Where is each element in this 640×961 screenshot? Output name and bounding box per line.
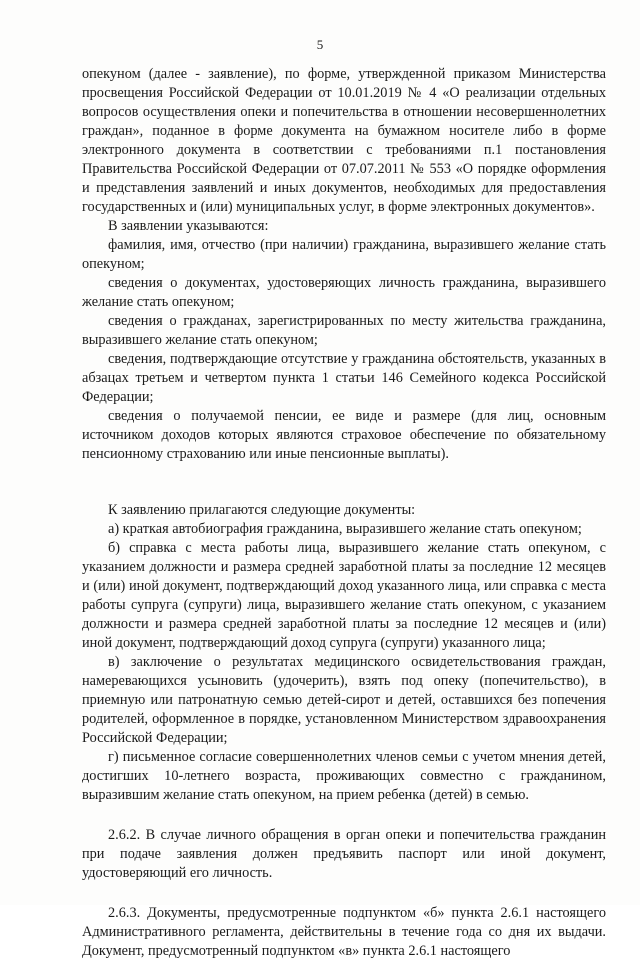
paragraph-statement-heading: В заявлении указываются: (108, 218, 269, 234)
paragraph-identity-documents: сведения о документах, удостоверяющих личность гражданина, выразившего желание стать опекуном; (82, 275, 606, 310)
paragraph-registered-citizens: сведения о гражданах, зарегистрированных по месту жительства гражданина, выразившего желание стать опекуном; (82, 313, 606, 348)
paragraph-2-6-2: 2.6.2. В случае личного обращения в орган опеки и попечительства гражданин при подаче заявления должен предъявить паспорт или иной документ, удостоверяющий его личность. (82, 827, 606, 881)
paragraph-full-name: фамилия, имя, отчество (при наличии) гражданина, выразившего желание стать опекуном; (82, 237, 606, 272)
document-body (82, 65, 606, 961)
paragraph-absence-circumstances: сведения, подтверждающие отсутствие у гражданина обстоятельств, указанных в абзацах третьем и четвертом пункта 1 статьи 146 Семейного кодекса Российской Федерации; (82, 351, 606, 405)
paragraph-pension-info: сведения о получаемой пенсии, ее виде и размере (для лиц, основным источником доходов которых являются страховое обеспечение по обязательному пенсионному страхованию или иные пенсионные выплаты). (82, 408, 606, 462)
paragraph-item-b: б) справка с места работы лица, выразившего желание стать опекуном, с указанием должности и размера средней заработной платы за последние 12 месяцев и (или) иной документ, подтверждающий доход указанного лица, или справка с места работы супруга (супруги) лица, выразившего желание стать опекуном, с указанием должности и размера средней заработной платы за последние 12 месяцев и (или) иной документ, подтверждающий доход супруга (супруги) указанного лица; (82, 540, 606, 651)
paragraph-item-a: а) краткая автобиография гражданина, выразившего желание стать опекуном; (108, 521, 582, 537)
paragraph-2-6-3: 2.6.3. Документы, предусмотренные подпунктом «б» пункта 2.6.1 настоящего Административного регламента, действительны в течение года со дня их выдачи. Документ, предусмотренный подпунктом «в» пункта 2.6.1 настоящего (82, 905, 606, 959)
paragraph-attached-documents-heading: К заявлению прилагаются следующие документы: (108, 502, 416, 518)
paragraph-item-g: г) письменное согласие совершеннолетних членов семьи с учетом мнения детей, достигших 10-летнего возраста, проживающих совместно с гражданином, выразившим желание стать опекуном, на прием ребенка (детей) в семью. (82, 749, 606, 803)
paragraph-intro: опекуном (далее - заявление), по форме, утвержденной приказом Министерства просвещения Российской Федерации от 10.01.2019 № 4 «О реализации отдельных вопросов осуществления опеки и попечительства в отношении несовершеннолетних граждан», поданное в форме документа на бумажном носителе либо в форме электронного документа в соответствии с требованиями п.1 постановления Правительства Российской Федерации от 07.07.2011 № 553 «О порядке оформления и представления заявлений и иных документов, необходимых для предоставления государственных и (или) муниципальных услуг, в форме электронных документов». (82, 66, 606, 215)
page-number: 5 (316, 37, 324, 52)
paragraph-item-v: в) заключение о результатах медицинского освидетельствования граждан, намеревающихся усыновить (удочерить), взять под опеку (попечительство), в приемную или патронатную семью детей-сирот и детей, оставшихся без попечения родителей, оформленное в порядке, установленном Министерством здравоохранения Российской Федерации; (82, 654, 606, 746)
